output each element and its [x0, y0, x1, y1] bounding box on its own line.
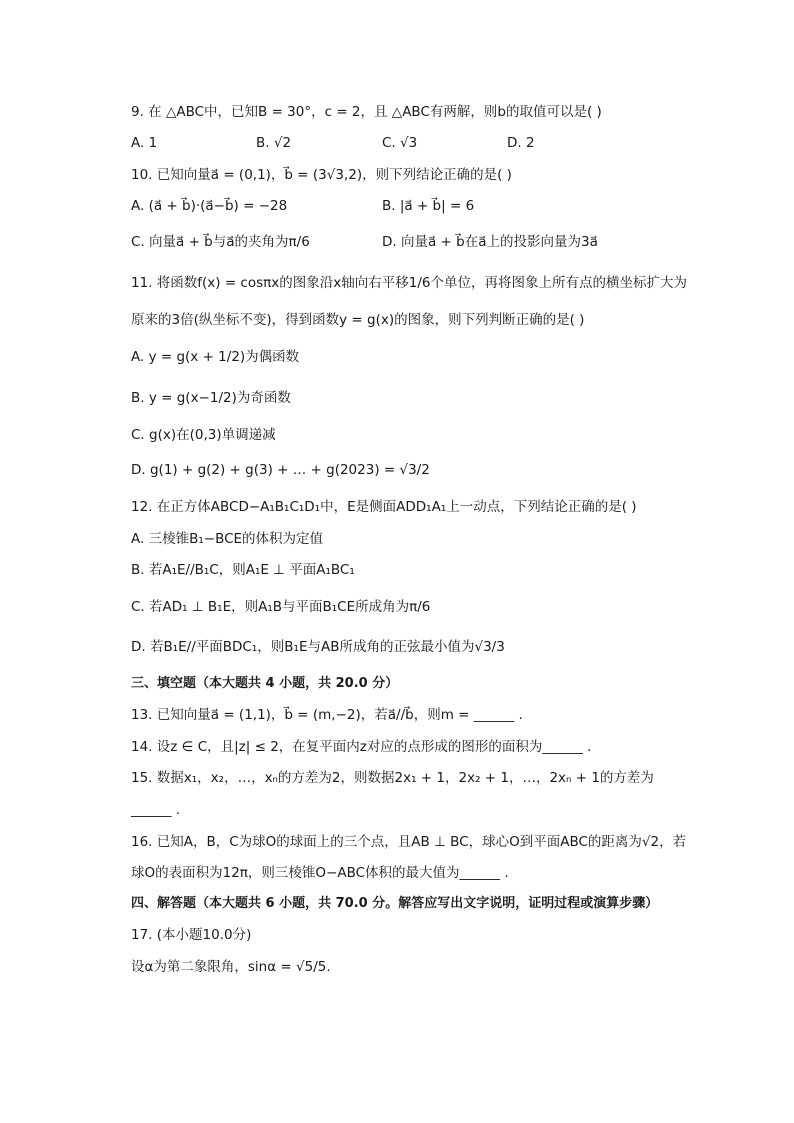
question-15-line-1: 15. 数据x₁，x₂，…，xₙ的方差为2，则数据2x₁ + 1，2x₂ + 1，…，2xₙ + 1的方差为: [131, 770, 654, 786]
section-3-heading: 三、填空题（本大题共 4 小题，共 20.0 分）: [131, 676, 399, 691]
q12-option-a: A. 三棱锥B₁−BCE的体积为定值: [131, 531, 324, 547]
q9-option-d: D. 2: [507, 135, 535, 151]
question-17-body: 设α为第二象限角，sinα = √5/5.: [131, 959, 331, 975]
question-16-line-1: 16. 已知A，B，C为球O的球面上的三个点，且AB ⊥ BC，球心O到平面ABC的距离为√2，若: [131, 834, 687, 850]
q11-option-d: D. g(1) + g(2) + g(3) + … + g(2023) = √3/2: [131, 462, 430, 478]
q12-option-c: C. 若AD₁ ⊥ B₁E，则A₁B与平面B₁CE所成角为π/6: [131, 599, 431, 615]
question-10: 10. 已知向量a⃗ = (0,1)，b⃗ = (3√3,2)，则下列结论正确的是( ): [131, 167, 512, 183]
section-4-heading: 四、解答题（本大题共 6 小题，共 70.0 分。解答应写出文字说明，证明过程或演算步骤）: [131, 896, 659, 911]
q10-option-a: A. (a⃗ + b⃗)·(a⃗−b⃗) = −28: [131, 198, 288, 214]
question-11-line-2: 原来的3倍(纵坐标不变)，得到函数y = g(x)的图象，则下列判断正确的是( ): [131, 312, 585, 328]
question-11-line-1: 11. 将函数f(x) = cosπx的图象沿x轴向右平移1/6个单位，再将图象上所有点的横坐标扩大为: [131, 275, 687, 291]
question-14: 14. 设z ∈ C，且|z| ≤ 2，在复平面内z对应的点形成的图形的面积为______ .: [131, 739, 592, 755]
q12-option-d: D. 若B₁E//平面BDC₁，则B₁E与AB所成角的正弦最小值为√3/3: [131, 639, 505, 655]
question-16-line-2: 球O的表面积为12π，则三棱锥O−ABC体积的最大值为______ .: [131, 865, 509, 881]
q9-option-c: C. √3: [382, 135, 418, 151]
q11-option-c: C. g(x)在(0,3)单调递减: [131, 427, 276, 443]
q11-option-b: B. y = g(x−1/2)为奇函数: [131, 390, 291, 406]
q10-option-c: C. 向量a⃗ + b⃗与a⃗的夹角为π/6: [131, 234, 310, 250]
q9-option-a: A. 1: [131, 135, 158, 151]
q11-option-a: A. y = g(x + 1/2)为偶函数: [131, 349, 300, 365]
question-17: 17. (本小题10.0分): [131, 927, 252, 943]
question-15-line-2: ______ .: [131, 802, 181, 818]
q10-option-b: B. |a⃗ + b⃗| = 6: [382, 198, 475, 214]
question-12: 12. 在正方体ABCD−A₁B₁C₁D₁中，E是侧面ADD₁A₁上一动点，下列结论正确的是( ): [131, 499, 637, 515]
q9-option-b: B. √2: [256, 135, 292, 151]
q10-option-d: D. 向量a⃗ + b⃗在a⃗上的投影向量为3a⃗: [382, 234, 598, 250]
question-9: 9. 在 △ABC中，已知B = 30°，c = 2，且 △ABC有两解，则b的取值可以是( ): [131, 104, 602, 120]
q12-option-b: B. 若A₁E//B₁C，则A₁E ⊥ 平面A₁BC₁: [131, 562, 355, 578]
question-13: 13. 已知向量a⃗ = (1,1)，b⃗ = (m,−2)，若a⃗//b⃗，则m = ______ .: [131, 707, 523, 723]
